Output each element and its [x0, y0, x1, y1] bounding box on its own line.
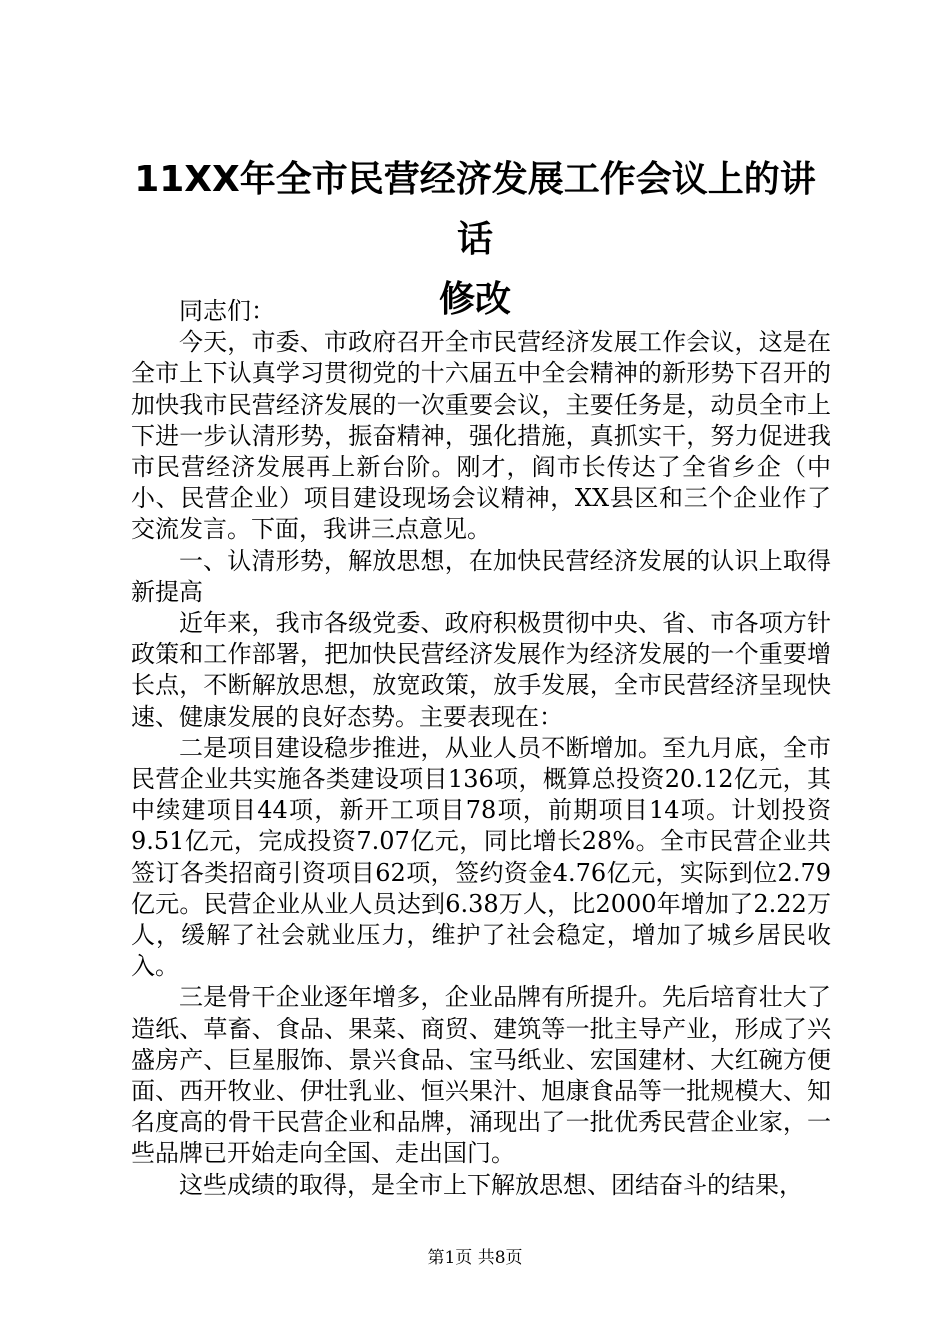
title-line-2: 修改: [438, 279, 511, 320]
title-line-1: 11XX年全市民营经济发展工作会议上的讲话: [134, 159, 816, 260]
section-heading-1: 一、认清形势，解放思想，在加快民营经济发展的认识上取得新提高: [131, 546, 831, 606]
paragraph-salutation: 同志们：: [179, 297, 275, 325]
page-footer: 第1页 共8页: [427, 1248, 523, 1268]
paragraph-overview: 近年来，我市各级党委、政府积极贯彻中央、省、市各项方针政策和工作部署，把加快民营经济发展作为经济发展的一个重要增长点，不断解放思想，放宽政策，放手发展，全市民营经济呈现快速、健康发展的良好态势。主要表现在：: [131, 609, 831, 731]
document-body: [131, 296, 831, 1201]
paragraph-point-3: 三是骨干企业逐年增多，企业品牌有所提升。先后培育壮大了造纸、草畜、食品、果菜、商贸、建筑等一批主导产业，形成了兴盛房产、巨星服饰、景兴食品、宝马纸业、宏国建材、大红碗方便面、西开牧业、伊壮乳业、恒兴果汁、旭康食品等一批规模大、知名度高的骨干民营企业和品牌，涌现出了一批优秀民营企业家，一些品牌已开始走向全国、走出国门。: [131, 983, 831, 1168]
paragraph-conclusion: 这些成绩的取得，是全市上下解放思想、团结奋斗的结果，: [179, 1170, 803, 1199]
paragraph-intro: 今天，市委、市政府召开全市民营经济发展工作会议，这是在全市上下认真学习贯彻党的十六届五中全会精神的新形势下召开的加快我市民营经济发展的一次重要会议，主要任务是，动员全市上下进一步认清形势，振奋精神，强化措施，真抓实干，努力促进我市民营经济发展再上新台阶。刚才，阎市长传达了全省乡企（中小、民营企业）项目建设现场会议精神，XX县区和三个企业作了交流发言。下面，我讲三点意见。: [131, 328, 831, 544]
paragraph-point-2: 二是项目建设稳步推进，从业人员不断增加。至九月底，全市民营企业共实施各类建设项目136项，概算总投资20.12亿元，其中续建项目44项，新开工项目78项，前期项目14项。计划投资9.51亿元，完成投资7.07亿元，同比增长28%。全市民营企业共签订各类招商引资项目62项，签约资金4.76亿元，实际到位2.79亿元。民营企业从业人员达到6.38万人，比2000年增加了2.22万人，缓解了社会就业压力，维护了社会稳定，增加了城乡居民收入。: [131, 733, 831, 981]
